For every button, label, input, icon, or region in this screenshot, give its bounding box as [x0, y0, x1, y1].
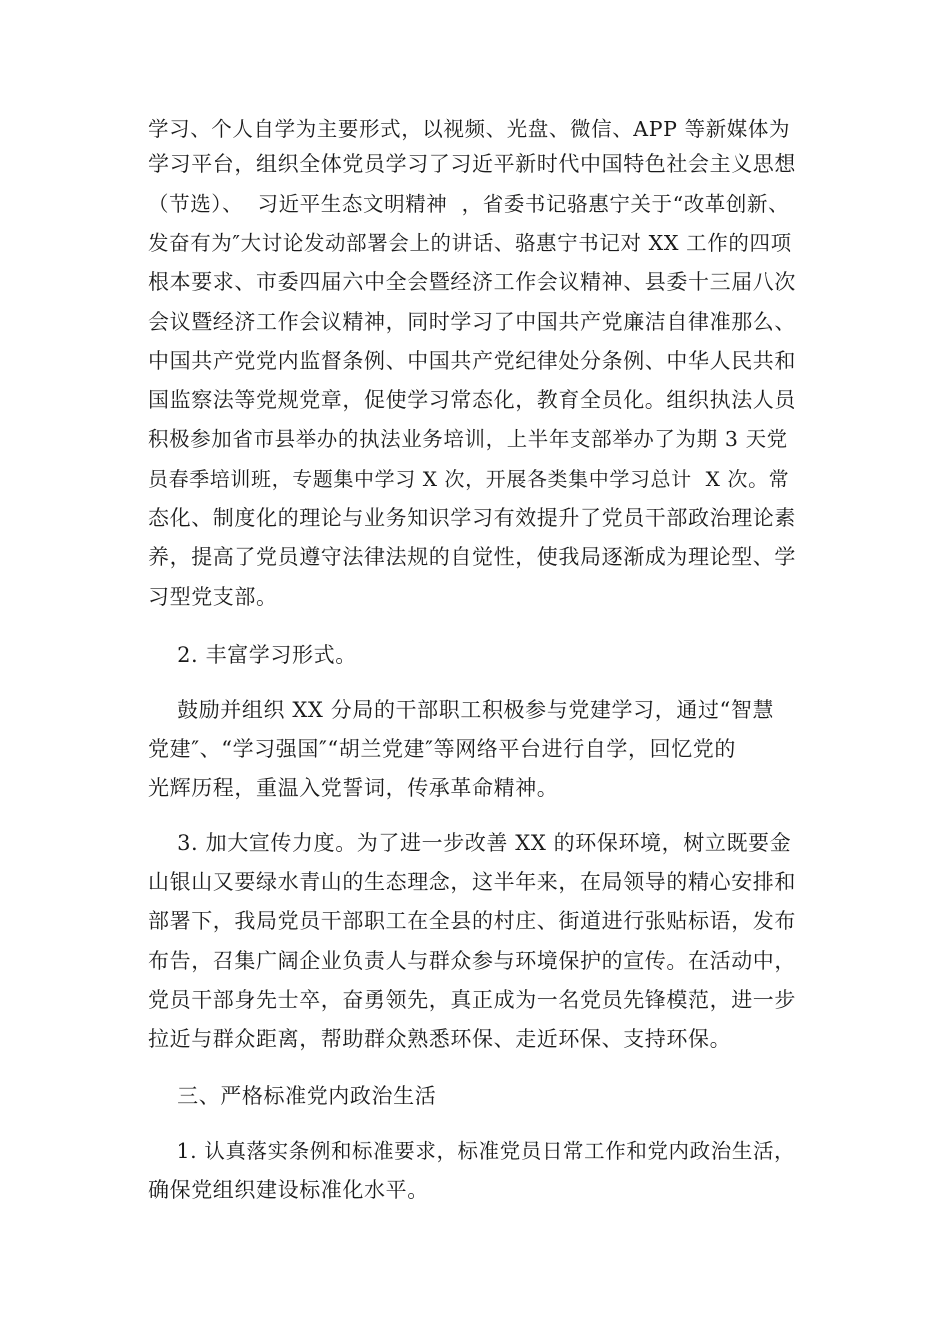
paragraph-4-line-4: 布告，召集广阔企业负责人与群众参与环境保护的宣传。在活动中，: [148, 949, 796, 973]
paragraph-4-line-6: 拉近与群众距离，帮助群众熟悉环保、走近环保、支持环保。: [148, 1027, 732, 1051]
paragraph-1-line-4: 发奋有为″大讨论发动部署会上的讲话、骆惠宁书记对 XX 工作的四项: [148, 231, 792, 255]
paragraph-3-line-3: 光辉历程，重温入党誓词，传承革命精神。: [148, 776, 559, 800]
paragraph-6-line-2: 确保党组织建设标准化水平。: [148, 1178, 429, 1202]
paragraph-1-line-9: 积极参加省市县举办的执法业务培训，上半年支部举办了为期 3 天党: [148, 427, 788, 451]
paragraph-1-line-11: 态化、制度化的理论与业务知识学习有效提升了党员干部政治理论素: [148, 506, 796, 530]
paragraph-4-line-2: 山银山又要绿水青山的生态理念，这半年来，在局领导的精心安排和: [148, 870, 796, 894]
paragraph-1-line-10: 员春季培训班，专题集中学习 X 次，开展各类集中学习总计 X 次。常: [148, 467, 790, 491]
paragraph-1-line-8: 国监察法等党规党章，促使学习常态化，教育全员化。组织执法人员: [148, 388, 796, 412]
paragraph-3-line-1: 鼓励并组织 XX 分局的干部职工积极参与党建学习，通过“智慧: [148, 698, 775, 722]
paragraph-4-line-3: 部署下，我局党员干部职工在全县的村庄、街道进行张贴标语，发布: [148, 909, 796, 933]
paragraph-1-line-1: 学习、个人自学为主要形式，以视频、光盘、微信、APP 等新媒体为: [148, 117, 791, 141]
paragraph-4-line-1: 3. 加大宣传力度。为了进一步改善 XX 的环保环境，树立既要金: [148, 831, 792, 855]
paragraph-1-line-13: 习型党支部。: [148, 585, 278, 609]
paragraph-6-line-1: 1. 认真落实条例和标准要求，标准党员日常工作和党内政治生活，: [148, 1139, 796, 1163]
section-heading-rich-forms: 2. 丰富学习形式。: [148, 643, 357, 667]
paragraph-1-line-12: 养，提高了党员遵守法律法规的自觉性，使我局逐渐成为理论型、学: [148, 545, 796, 569]
paragraph-4-line-5: 党员干部身先士卒，奋勇领先，真正成为一名党员先锋模范，进一步: [148, 988, 796, 1012]
section-heading-political-life: 三、严格标准党内政治生活: [148, 1084, 437, 1108]
paragraph-1-line-5: 根本要求、市委四届六中全会暨经济工作会议精神、县委十三届八次: [148, 270, 796, 294]
paragraph-1-line-3: （节选）、 习近平生态文明精神 ，省委书记骆惠宁关于“改革创新、: [148, 192, 790, 216]
paragraph-1-line-6: 会议暨经济工作会议精神，同时学习了中国共产党廉洁自律准那么、: [148, 310, 796, 334]
paragraph-1-line-7: 中国共产党党内监督条例、中国共产党纪律处分条例、中华人民共和: [148, 349, 796, 373]
paragraph-3-line-2: 党建″、“学习强国″“胡兰党建″等网络平台进行自学，回忆党的: [148, 737, 737, 761]
paragraph-1-line-2: 学习平台，组织全体党员学习了习近平新时代中国特色社会主义思想: [148, 152, 796, 176]
